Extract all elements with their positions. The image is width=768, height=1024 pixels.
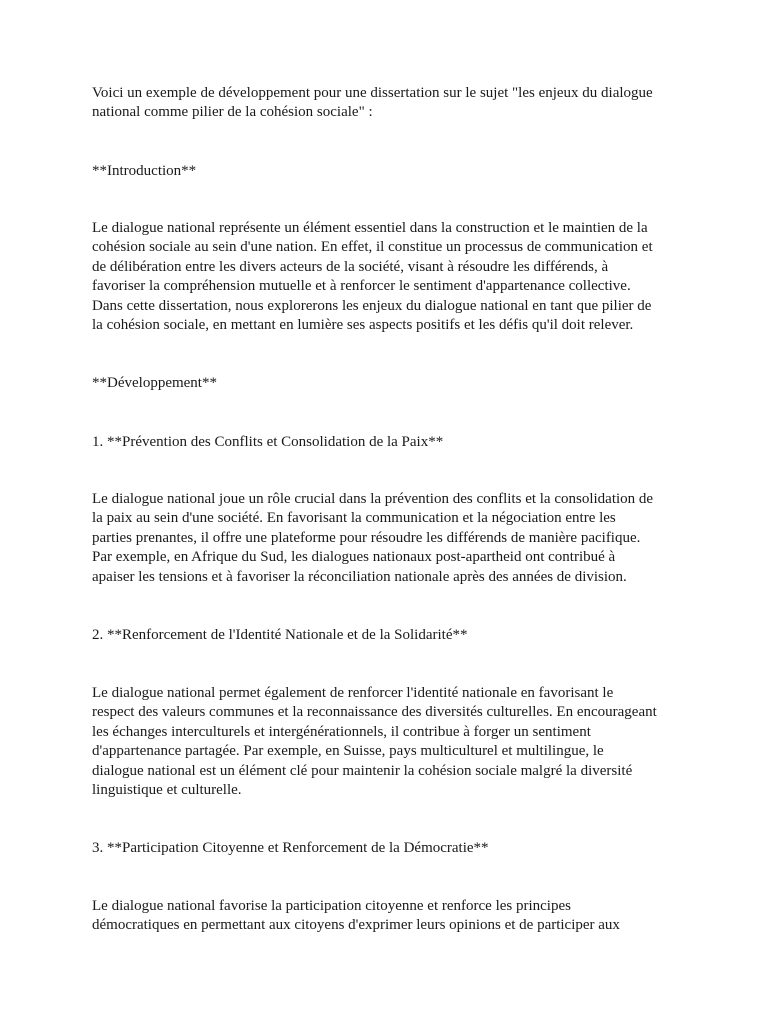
text-line: Le dialogue national permet également de renforcer l'identité nationale en favorisant le [92, 685, 614, 701]
text-line: la paix au sein d'une société. En favorisant la communication et la négociation entre les [92, 510, 616, 527]
section-3-title: 3. **Participation Citoyenne et Renforcement de la Démocratie** [92, 840, 489, 856]
paragraph-introduction [92, 219, 653, 335]
section-1-title: 1. **Prévention des Conflits et Consolidation de la Paix** [92, 434, 444, 450]
text-line: Voici un exemple de développement pour une dissertation sur le sujet "les enjeux du dialogue [92, 85, 653, 101]
text-line: Dans cette dissertation, nous explorerons les enjeux du dialogue national en tant que pilier de [92, 297, 652, 314]
text-line: apaiser les tensions et à favoriser la réconciliation nationale après des années de division. [92, 568, 627, 585]
section-1-paragraph [92, 490, 653, 587]
section-3-paragraph [92, 897, 620, 936]
section-2-paragraph [92, 684, 657, 800]
text-line: cohésion sociale au sein d'une nation. En effet, il constitue un processus de communication et [92, 239, 653, 256]
text-line: respect des valeurs communes et la reconnaissance des diversités culturelles. En encourageant [92, 704, 657, 721]
text-line: les échanges interculturels et intergénérationnels, il contribue à forger un sentiment [92, 723, 591, 740]
text-line: Le dialogue national représente un élément essentiel dans la construction et le maintien de la [92, 220, 648, 236]
text-line: de délibération entre les divers acteurs de la société, visant à résoudre les différends, à [92, 258, 609, 275]
text-line: linguistique et culturelle. [92, 782, 242, 799]
text-line: favoriser la compréhension mutuelle et à renforcer le sentiment d'appartenance collective. [92, 278, 631, 295]
text-line: national comme pilier de la cohésion sociale" : [92, 104, 373, 121]
text-line: démocratiques en permettant aux citoyens d'exprimer leurs opinions et de participer aux [92, 917, 620, 934]
text-line: Par exemple, en Afrique du Sud, les dialogues nationaux post-apartheid ont contribué à [92, 549, 616, 566]
text-line: la cohésion sociale, en mettant en lumière ses aspects positifs et les défis qu'il doit relever. [92, 317, 634, 334]
text-line: parties prenantes, il offre une plateforme pour résoudre les différends de manière pacifique. [92, 529, 641, 546]
intro-sentence [92, 84, 653, 123]
text-line: Le dialogue national joue un rôle crucial dans la prévention des conflits et la consolidation de [92, 491, 654, 507]
text-line: d'appartenance partagée. Par exemple, en Suisse, pays multiculturel et multilingue, le [92, 743, 604, 760]
heading-introduction: **Introduction** [92, 163, 197, 179]
section-2-title: 2. **Renforcement de l'Identité Nationale et de la Solidarité** [92, 627, 468, 643]
text-line: Le dialogue national favorise la participation citoyenne et renforce les principes [92, 898, 571, 914]
text-line: dialogue national est un élément clé pour maintenir la cohésion sociale malgré la diversité [92, 762, 633, 779]
heading-developpement: **Développement** [92, 375, 217, 391]
